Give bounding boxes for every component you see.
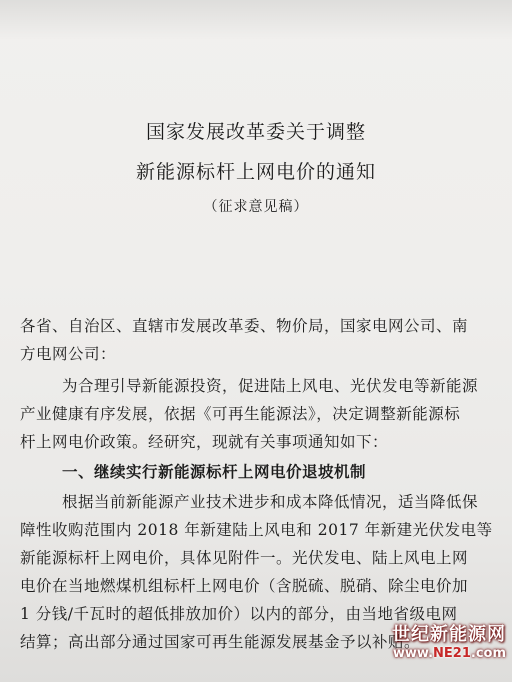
watermark-name: 世纪新能源网	[392, 624, 506, 645]
intro-line: 杆上网电价政策。经研究，现就有关事项通知如下：	[20, 433, 389, 451]
watermark-url	[390, 646, 506, 662]
site-watermark	[390, 624, 506, 672]
intro-line: 为合理引导新能源投资，促进陆上风电、光伏发电等新能源	[62, 377, 479, 395]
page-shadow	[0, 0, 512, 40]
document-subtitle: （征求意见稿）	[203, 199, 309, 215]
section-line: 电价在当地燃煤机组标杆上网电价（含脱硫、脱硝、除尘电价加	[20, 577, 469, 595]
section-1-heading	[20, 458, 494, 486]
title-line-1: 国家发展改革委关于调整	[145, 121, 366, 143]
title-line-2: 新能源标杆上网电价的通知	[135, 161, 376, 183]
watermark-url-suffix: .com	[470, 646, 506, 661]
section-line: 结算；高出部分通过国家可再生能源发展基金予以补贴。	[20, 633, 421, 651]
addressee-line: 方电网公司：	[20, 345, 117, 363]
section-line: 1 分钱/千瓦时的超低排放加价）以内的部分，由当地省级电网	[20, 605, 458, 623]
section-line: 障性收购范围内 2018 年新建陆上风电和 2017 年新建光伏发电等	[20, 521, 493, 539]
document-title	[0, 118, 512, 216]
section-heading: 一、继续实行新能源标杆上网电价退坡机制	[62, 463, 367, 481]
addressee-line: 各省、自治区、直辖市发展改革委、物价局，国家电网公司、南	[20, 317, 469, 335]
watermark-url-accent: NE21	[433, 646, 471, 661]
section-line: 新能源标杆上网电价，具体见附件一。光伏发电、陆上风电上网	[20, 549, 469, 567]
intro-line: 产业健康有序发展，依据《可再生能源法》，决定调整新能源标	[20, 405, 461, 423]
section-line: 根据当前新能源产业技术进步和成本降低情况，适当降低保	[62, 493, 479, 511]
watermark-url-prefix: www.	[392, 646, 434, 661]
addressee-paragraph	[20, 312, 494, 368]
intro-paragraph	[20, 372, 494, 456]
